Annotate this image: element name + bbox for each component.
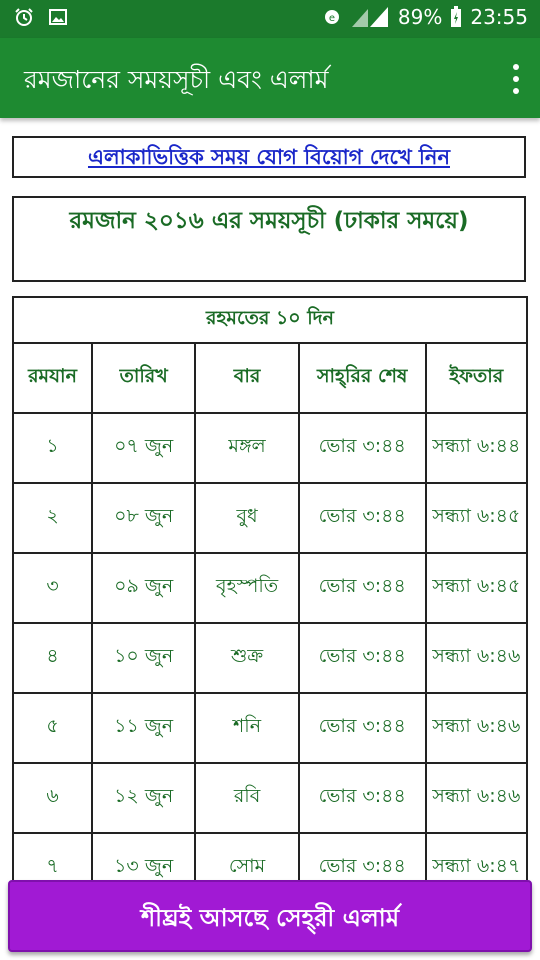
cell-iftar: সন্ধ্যা ৬:৪৪ bbox=[426, 413, 527, 483]
cell-weekday: শনি bbox=[195, 693, 299, 763]
cell-weekday: বুধ bbox=[195, 483, 299, 553]
main-content[interactable] bbox=[0, 118, 540, 880]
signal-icon bbox=[350, 5, 390, 29]
cell-sehri: ভোর ৩:৪৪ bbox=[299, 553, 426, 623]
cell-weekday: সোম bbox=[195, 833, 299, 880]
app-bar bbox=[0, 38, 540, 118]
status-bar bbox=[0, 0, 540, 38]
cell-day: ১ bbox=[13, 413, 92, 483]
data-saver-icon bbox=[322, 7, 342, 27]
table-row bbox=[13, 763, 527, 833]
schedule-table bbox=[12, 296, 528, 880]
svg-text:e: e bbox=[328, 13, 335, 24]
table-caption: রহমতের ১০ দিন bbox=[13, 297, 527, 343]
cell-sehri: ভোর ৩:৪৪ bbox=[299, 483, 426, 553]
cell-date: ১১ জুন bbox=[92, 693, 195, 763]
cell-iftar: সন্ধ্যা ৬:৪৬ bbox=[426, 623, 527, 693]
cell-sehri: ভোর ৩:৪৪ bbox=[299, 623, 426, 693]
page-title: রমজানের সময়সূচী এবং এলার্ম bbox=[24, 65, 329, 94]
cell-sehri: ভোর ৩:৪৪ bbox=[299, 763, 426, 833]
header-weekday: বার bbox=[195, 343, 299, 413]
cell-day: ৪ bbox=[13, 623, 92, 693]
cell-weekday: মঙ্গল bbox=[195, 413, 299, 483]
alarm-clock-icon bbox=[14, 7, 34, 27]
cell-weekday: বৃহস্পতি bbox=[195, 553, 299, 623]
table-row bbox=[13, 483, 527, 553]
battery-icon bbox=[450, 6, 462, 28]
table-row bbox=[13, 553, 527, 623]
cell-iftar: সন্ধ্যা ৬:৪৬ bbox=[426, 693, 527, 763]
cell-iftar: সন্ধ্যা ৬:৪৫ bbox=[426, 483, 527, 553]
area-time-link-box bbox=[12, 136, 526, 178]
cell-date: ১২ জুন bbox=[92, 763, 195, 833]
header-iftar: ইফতার bbox=[426, 343, 527, 413]
header-date: তারিখ bbox=[92, 343, 195, 413]
table-header-row bbox=[13, 343, 527, 413]
table-row bbox=[13, 833, 527, 880]
table-row bbox=[13, 623, 527, 693]
image-icon bbox=[48, 7, 68, 27]
clock-time: 23:55 bbox=[470, 5, 528, 29]
cell-weekday: শুক্র bbox=[195, 623, 299, 693]
schedule-title: রমজান ২০১৬ এর সময়সূচী (ঢাকার সময়ে) bbox=[12, 196, 526, 282]
cell-date: ০৯ জুন bbox=[92, 553, 195, 623]
area-time-link[interactable]: এলাকাভিত্তিক সময় যোগ বিয়োগ দেখে নিন bbox=[87, 145, 450, 169]
header-sehri: সাহ্‌রির শেষ bbox=[299, 343, 426, 413]
cell-sehri: ভোর ৩:৪৪ bbox=[299, 833, 426, 880]
cell-day: ৩ bbox=[13, 553, 92, 623]
cell-day: ৭ bbox=[13, 833, 92, 880]
battery-percent: 89% bbox=[397, 5, 443, 29]
cell-iftar: সন্ধ্যা ৬:৪৬ bbox=[426, 763, 527, 833]
cell-iftar: সন্ধ্যা ৬:৪৫ bbox=[426, 553, 527, 623]
cell-iftar: সন্ধ্যা ৬:৪৭ bbox=[426, 833, 527, 880]
table-row bbox=[13, 413, 527, 483]
cell-day: ২ bbox=[13, 483, 92, 553]
header-ramadan: রমযান bbox=[13, 343, 92, 413]
sehri-alarm-button[interactable]: শীঘ্রই আসছে সেহ্‌রী এলার্ম bbox=[8, 880, 532, 952]
cell-date: ০৮ জুন bbox=[92, 483, 195, 553]
cell-date: ১৩ জুন bbox=[92, 833, 195, 880]
cell-day: ৫ bbox=[13, 693, 92, 763]
cell-date: ১০ জুন bbox=[92, 623, 195, 693]
cell-weekday: রবি bbox=[195, 763, 299, 833]
cell-date: ০৭ জুন bbox=[92, 413, 195, 483]
cell-sehri: ভোর ৩:৪৪ bbox=[299, 693, 426, 763]
overflow-menu-icon[interactable] bbox=[510, 64, 522, 94]
table-row bbox=[13, 693, 527, 763]
cell-day: ৬ bbox=[13, 763, 92, 833]
bottom-bar bbox=[0, 880, 540, 960]
cell-sehri: ভোর ৩:৪৪ bbox=[299, 413, 426, 483]
